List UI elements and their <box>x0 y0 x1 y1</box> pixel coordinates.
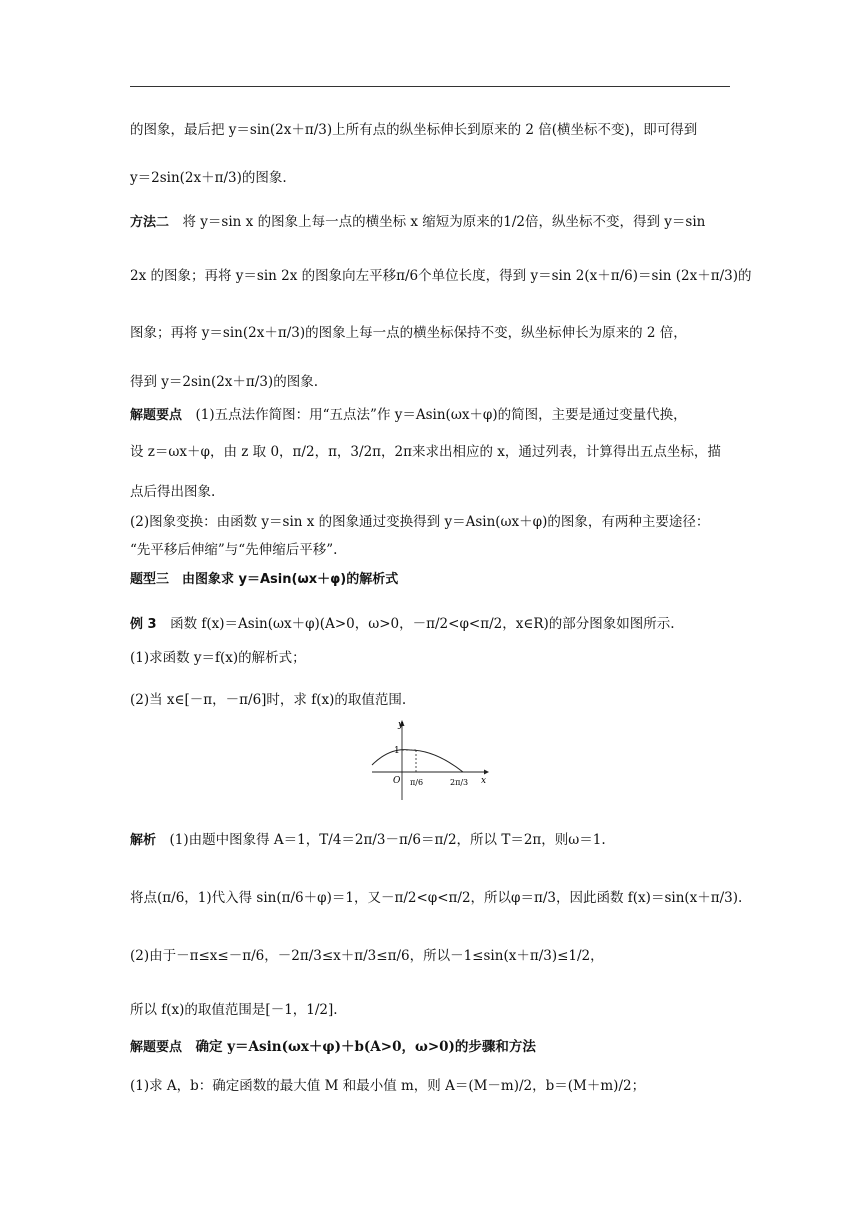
section-heading: 题型三 由图象求 y＝Asin(ωx＋φ)的解析式 <box>130 572 399 587</box>
text-line: “先平移后伸缩”与“先伸缩后平移”. <box>130 542 338 558</box>
text-line: 设 z＝ωx＋φ，由 z 取 0，π/2，π，3/2π，2π来求出相应的 x，通过列表，计算得出五点坐标，描 <box>130 444 721 460</box>
x-tick-label-2: 2π/3 <box>450 778 469 787</box>
solution-label: 解析 <box>130 833 157 848</box>
text-line: 方法二 将 y＝sin x 的图象上每一点的横坐标 x 缩短为原来的1/2倍，纵坐标不变，得到 y＝sin <box>130 214 706 230</box>
text-line: (1)求 A，b：确定函数的最大值 M 和最小值 m，则 A＝(M－m)/2，b＝(M＋m)/2； <box>130 1078 646 1094</box>
text-line: 的图象，最后把 y＝sin(2x＋π/3)上所有点的纵坐标伸长到原来的 2 倍(横坐标不变)，即可得到 <box>130 122 698 138</box>
text-line: 点后得出图象. <box>130 484 216 500</box>
text-line: (2)当 x∈[－π，－π/6]时，求 f(x)的取值范围. <box>130 692 407 708</box>
y-tick-label: 1 <box>394 746 400 756</box>
text-line: 所以 f(x)的取值范围是[－1，1/2]. <box>130 1002 338 1018</box>
key-points-label: 解题要点 <box>130 408 183 423</box>
x-axis-label: x <box>481 776 487 786</box>
example-label: 例 3 <box>130 617 157 632</box>
text-line: 得到 y＝2sin(2x＋π/3)的图象. <box>130 374 318 390</box>
text-line: 解题要点 确定 y＝Asin(ωx＋φ)＋b(A>0，ω>0)的步骤和方法 <box>130 1039 536 1055</box>
text-line: (2)由于－π≤x≤－π/6，－2π/3≤x＋π/3≤π/6，所以－1≤sin(x＋π/3)≤1/2， <box>130 948 604 964</box>
key-points-label: 解题要点 <box>130 1040 183 1055</box>
text-line: y＝2sin(2x＋π/3)的图象. <box>130 170 287 186</box>
method-label: 方法二 <box>130 215 170 230</box>
x-tick-label-1: π/6 <box>410 778 424 787</box>
text-line: 2x 的图象；再将 y＝sin 2x 的图象向左平移π/6个单位长度，得到 y＝sin 2(x＋π/6)＝sin (2x＋π/3)的 <box>130 268 752 284</box>
text-line: (2)图象变换：由函数 y＝sin x 的图象通过变换得到 y＝Asin(ωx＋φ)的图象，有两种主要途径： <box>130 514 710 530</box>
text-line: 解析 (1)由题中图象得 A＝1，T/4＝2π/3－π/6＝π/2，所以 T＝2π，则ω＝1. <box>130 832 606 848</box>
function-graph <box>370 715 490 805</box>
text-line: 例 3 函数 f(x)＝Asin(ωx＋φ)(A>0，ω>0，－π/2<φ<π/2，x∈R)的部分图象如图所示. <box>130 616 675 632</box>
text-line: 图象；再将 y＝sin(2x＋π/3)的图象上每一点的横坐标保持不变，纵坐标伸长为原来的 2 倍， <box>130 325 687 341</box>
origin-label: O <box>393 776 401 786</box>
header-rule <box>130 86 730 87</box>
y-axis-label: y <box>398 720 404 730</box>
text-line: 解题要点 (1)五点法作简图：用“五点法”作 y＝Asin(ωx＋φ)的简图，主要是通过变量代换， <box>130 407 687 423</box>
text-line: (1)求函数 y＝f(x)的解析式； <box>130 650 306 666</box>
text-line: 将点(π/6，1)代入得 sin(π/6＋φ)＝1，又－π/2<φ<π/2，所以φ＝π/3，因此函数 f(x)＝sin(x＋π/3). <box>130 890 743 906</box>
